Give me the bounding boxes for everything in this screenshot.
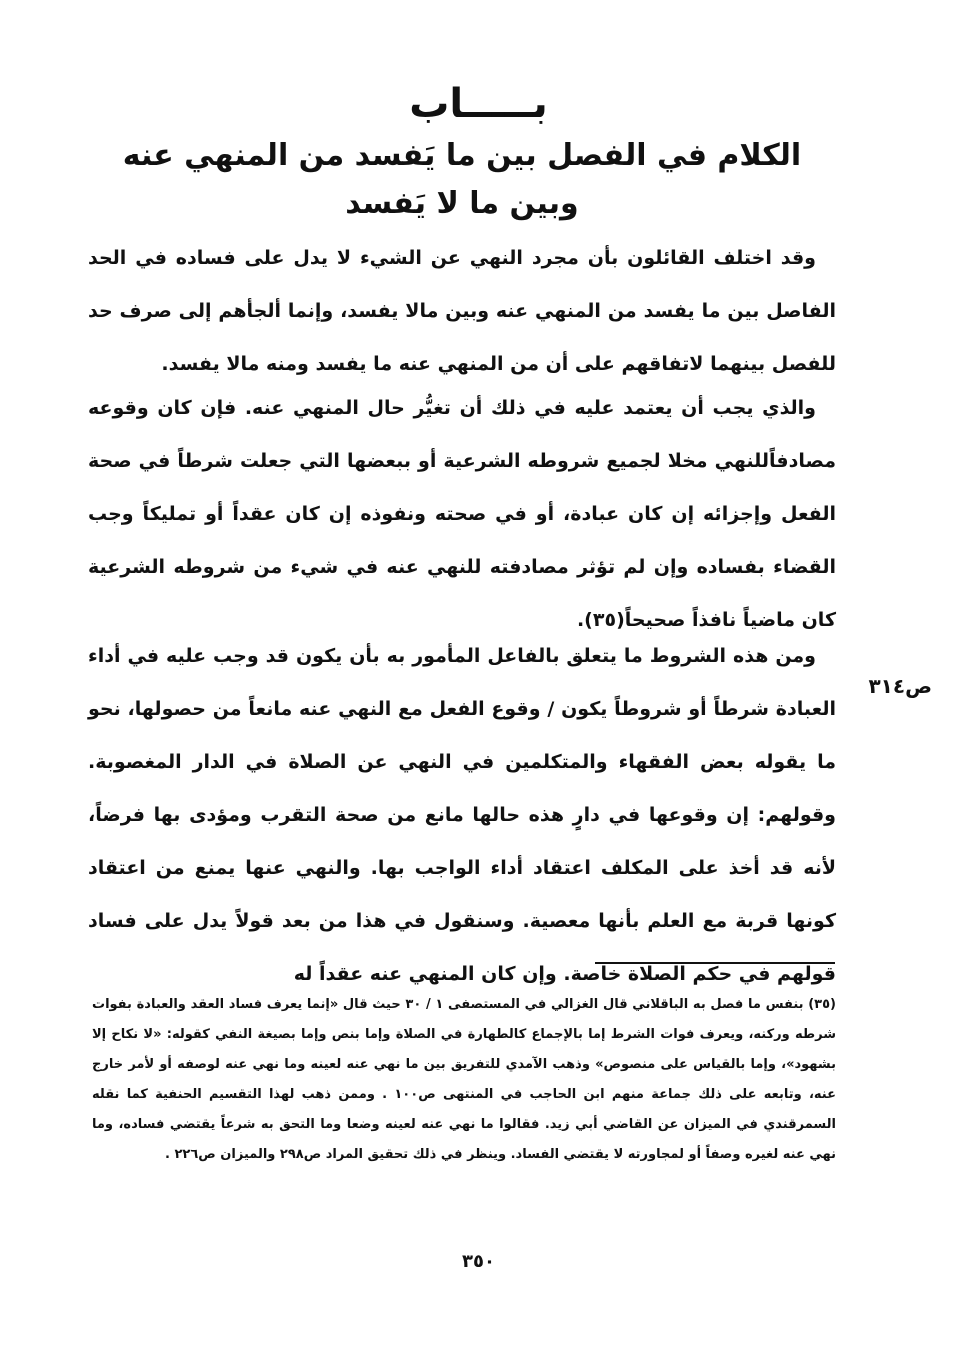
body-paragraph-1: وقد اختلف القائلون بأن مجرد النهي عن الشيء لا يدل على فساده في الحد الفاصل بين ما يفسد من المنهي عنه وبين مالا يفسد، وإنما ألجأهم إلى صرف حد للفصل بينهما لاتفاقهم على أن من المنهي عنه ما يفسد ومنه مالا يفسد. <box>88 247 836 375</box>
body-paragraph-2: والذي يجب أن يعتمد عليه في ذلك أن تغيُّر حال المنهي عنه. فإن كان وقوعه مصادفاًللنهي مخلا لجميع شروطه الشرعية أو ببعضها التي جعلت شرطاً في صحة الفعل وإجزائه إن كان عبادة، أو في صحته ونفوذه إن كان عقداً أو تمليكاً وجب القضاء بفساده وإن لم تؤثر مصادفته للنهي عنه في شيء من شروطه الشرعية كان ماضياً نافذاً صحيحاً(٣٥). <box>88 397 836 631</box>
footnote: (٣٥) بنفس ما فصل به الباقلاني قال الغزالي في المستصفى ١ / ٣٠ حيث قال «إنما يعرف فساد العقد والعبادة بفوات شرطه وركنه، ويعرف فوات الشرط إما بالإجماع كالطهارة في الصلاة وإما بنص وإما بصيغة النفي كقوله: «لا نكاح إلا بشهود»، وإما بالقياس على منصوص» وذهب الآمدي للتفريق بين ما نهي عنه لعينه وما نهي عنه لوصفه أو لأمر خارج عنه، وتابعه على ذلك جماعة منهم ابن الحاجب في المنتهى ص١٠٠ . وممن ذهب لهذا التقسيم الحنفية كما نقله السمرقندي في الميزان عن القاضي أبي زيد. فقالوا ما نهي عنه لعينه وضعا وما التحق به شرعاً يقتضي فساده، وما نهي عنه لغيره وصفاً أو لمجاورته لا يقتضي الفساد. وينظر في ذلك تحقيق المراد ص٢٩٨ والميزان ص٢٢٦ . <box>92 997 836 1162</box>
chapter-heading: بـــــاب <box>409 81 548 127</box>
chapter-title: الكلام في الفصل بين ما يَفسد من المنهي عنه وبين ما لا يَفسد <box>122 138 802 221</box>
page-number: ٣٥٠ <box>462 1251 495 1272</box>
body-paragraph-3: ومن هذه الشروط ما يتعلق بالفاعل المأمور به بأن يكون قد وجب عليه في أداء العبادة شرطاً أو شروطاً يكون / وقوع الفعل مع النهي عنه مانعاً من حصولها، نحو ما يقوله بعض الفقهاء والمتكلمين في النهي عن الصلاة في الدار المغصوبة. وقولهم: إن وقوعها في دارٍ هذه حالها مانع من صحة التقرب ومؤدى بها فرضاً، لأنه قد أخذ على المكلف اعتقاد أداء الواجب بها. والنهي عنها يمنع من اعتقاد كونها قربة مع العلم بأنها معصية. وسنقول في هذا من بعد قولاً يدل على فساد قولهم في حكم الصلاة خاصة. وإن كان المنهي عنه عقداً له <box>88 645 836 985</box>
margin-page-reference: ص٣١٤ <box>868 674 932 698</box>
footnote-separator <box>595 962 835 964</box>
